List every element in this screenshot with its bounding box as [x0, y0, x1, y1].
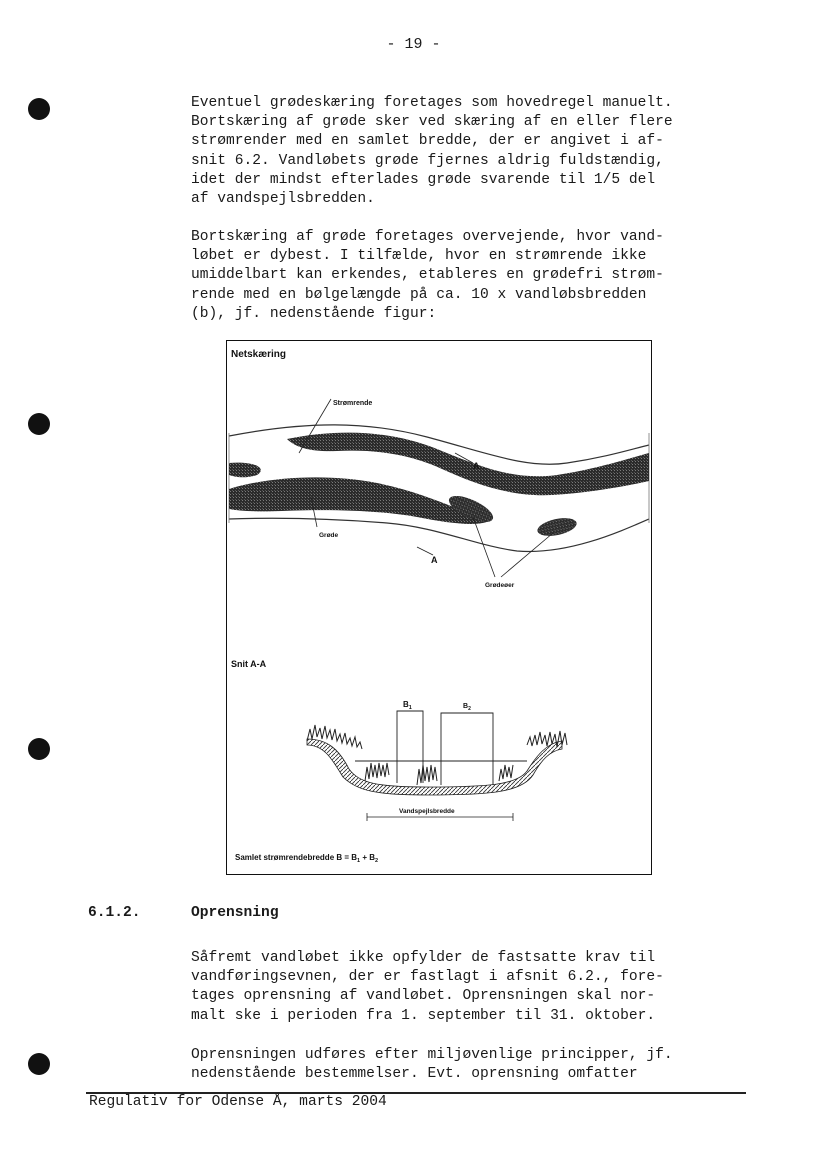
- text-line: Såfremt vandløbet ikke opfylder de fastsatte krav til: [191, 950, 656, 966]
- text-line: løbet er dybest. I tilfælde, hvor en strømrende ikke: [191, 248, 647, 265]
- text-line: Bortskæring af grøde sker ved skæring af en eller flere: [191, 114, 673, 131]
- label-grode: Grøde: [319, 532, 339, 539]
- section-title: Oprensning: [191, 905, 279, 921]
- binder-hole: [28, 98, 50, 120]
- figure-drawing: [227, 341, 651, 874]
- section-title: Snit A-A: [231, 659, 267, 669]
- channel-vegetation: [499, 765, 513, 781]
- vegetation-patch-left: [229, 463, 261, 478]
- river-bank-bottom: [229, 518, 649, 551]
- text-line: Bortskæring af grøde foretages overvejende, hvor vand-: [191, 229, 664, 245]
- text-line: Eventuel grødeskæring foretages som hovedregel manuelt.: [191, 95, 673, 111]
- section-arrow-bottom: [417, 547, 433, 555]
- leader-grodeoer: [473, 517, 495, 577]
- text-line: (b), jf. nedenstående figur:: [191, 305, 437, 322]
- label-b2: $B_2$: [463, 703, 471, 712]
- paragraph-1: [191, 94, 751, 209]
- binder-hole: [28, 738, 50, 760]
- text-line: nedenstående bestemmelser. Evt. oprensning omfatter: [191, 1066, 638, 1083]
- label-a-bottom: A: [431, 555, 438, 565]
- figure-caption: Samlet strømrendebredde $B = B_1 + B_2$: [235, 853, 379, 864]
- channel-vegetation: [417, 765, 437, 785]
- text-line: umiddelbart kan erkendes, etableres en grødefri strøm-: [191, 267, 664, 284]
- bracket-b2: [441, 713, 493, 785]
- label-stromrende: Strømrende: [333, 400, 373, 407]
- text-line: idet der mindst efterlades grøde svarende til 1/5 del: [191, 171, 656, 188]
- paragraph-2: [191, 228, 751, 324]
- text-line: strømrender med en samlet bredde, der er angivet i af-: [191, 133, 664, 150]
- section-number: 6.1.2.: [88, 905, 141, 921]
- text-line: Oprensningen udføres efter miljøvenlige principper, jf.: [191, 1047, 673, 1063]
- binder-hole: [28, 413, 50, 435]
- text-line: af vandspejlsbredden.: [191, 191, 375, 208]
- label-vandspejlsbredde: Vandspejlsbredde: [399, 808, 455, 815]
- page-number: - 19 -: [386, 36, 441, 53]
- label-b1: $B_1$: [403, 700, 412, 711]
- leader-grodeoer: [501, 533, 553, 577]
- label-grodeoer: Grødeøer: [485, 582, 515, 589]
- text-line: malt ske i perioden fra 1. september til 31. oktober.: [191, 1007, 656, 1024]
- paragraph-4: [191, 1046, 751, 1084]
- binder-hole: [28, 1053, 50, 1075]
- vegetation-island: [536, 515, 578, 539]
- text-line: tages oprensning af vandløbet. Oprensningen skal nor-: [191, 988, 656, 1005]
- paragraph-3: [191, 949, 751, 1026]
- footer-text: Regulativ for Odense Å, marts 2004: [89, 1094, 387, 1110]
- text-line: rende med en bølgelængde på ca. 10 x vandløbsbredden: [191, 286, 647, 303]
- channel-vegetation: [365, 763, 389, 781]
- text-line: vandføringsevnen, der er fastlagt i afsnit 6.2., fore-: [191, 969, 664, 986]
- figure-title: Netskæring: [231, 349, 287, 360]
- text-line: snit 6.2. Vandløbets grøde fjernes aldrig fuldstændig,: [191, 152, 664, 169]
- label-a-top: A: [473, 461, 480, 471]
- figure-net-cutting: [226, 340, 652, 875]
